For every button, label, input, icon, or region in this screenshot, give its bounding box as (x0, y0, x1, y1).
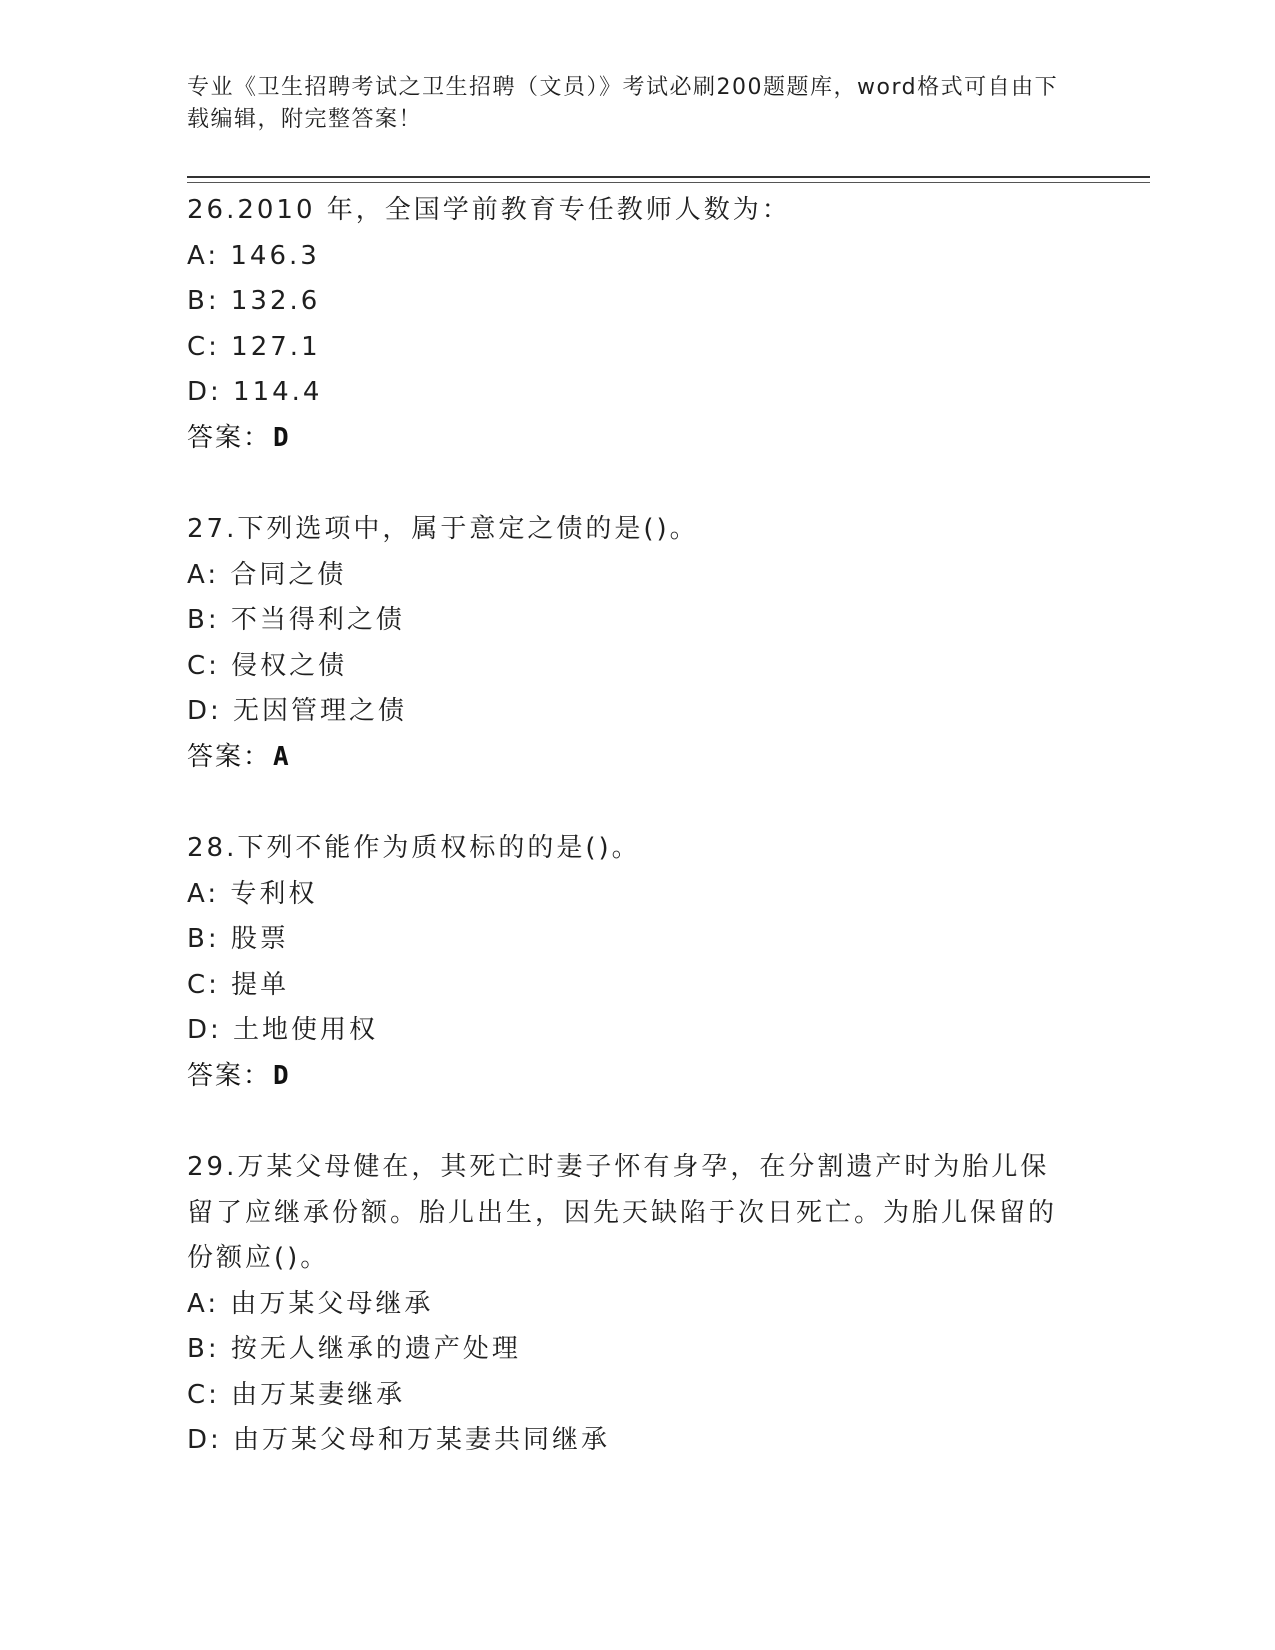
question-29 (187, 1145, 1087, 1464)
option-c: C: 提单 (187, 969, 290, 1000)
option-b: B: 股票 (187, 924, 289, 954)
answer-line (187, 735, 1087, 781)
answer-key: D (273, 422, 289, 453)
option-d: D: 土地使用权 (187, 1015, 379, 1045)
option-c: C: 127.1 (187, 331, 321, 362)
question-stem: 28.下列不能作为质权标的的是()。 (187, 833, 641, 863)
question-28 (187, 826, 1087, 1099)
option-a: A: 合同之债 (187, 559, 347, 590)
answer-label: 答案： (187, 1060, 272, 1091)
header-divider-thin (187, 182, 1150, 183)
question-26 (187, 188, 1087, 461)
option-d: D: 无因管理之债 (187, 696, 408, 726)
option-b: B: 不当得利之债 (187, 605, 405, 635)
answer-label: 答案： (187, 422, 272, 453)
option-a: A: 专利权 (187, 878, 318, 909)
question-27 (187, 507, 1087, 780)
option-c: C: 侵权之债 (187, 650, 348, 681)
header-divider (187, 176, 1150, 178)
question-stem: 29.万某父母健在，其死亡时妻子怀有身孕，在分割遗产时为胎儿保留了应继承份额。胎儿出生，因先天缺陷于次日死亡。为胎儿保留的份额应()。 (187, 1152, 1058, 1273)
answer-key: A (273, 741, 289, 772)
question-list (187, 188, 1087, 1510)
option-a: A: 146.3 (187, 240, 320, 271)
option-b: B: 按无人继承的遗产处理 (187, 1334, 521, 1364)
answer-key: D (273, 1060, 289, 1091)
answer-line (187, 1054, 1087, 1100)
answer-line (187, 416, 1087, 462)
question-stem: 27.下列选项中，属于意定之债的是()。 (187, 514, 699, 544)
option-b: B: 132.6 (187, 286, 321, 316)
answer-label: 答案： (187, 741, 272, 772)
option-d: D: 114.4 (187, 377, 323, 407)
question-stem: 26.2010 年，全国学前教育专任教师人数为： (187, 195, 791, 225)
document-header: 专业《卫生招聘考试之卫生招聘（文员）》考试必刷200题题库，word格式可自由下载编辑，附完整答案！ (187, 75, 1059, 132)
option-a: A: 由万某父母继承 (187, 1288, 434, 1319)
option-c: C: 由万某妻继承 (187, 1379, 406, 1410)
option-d: D: 由万某父母和万某妻共同继承 (187, 1425, 611, 1455)
